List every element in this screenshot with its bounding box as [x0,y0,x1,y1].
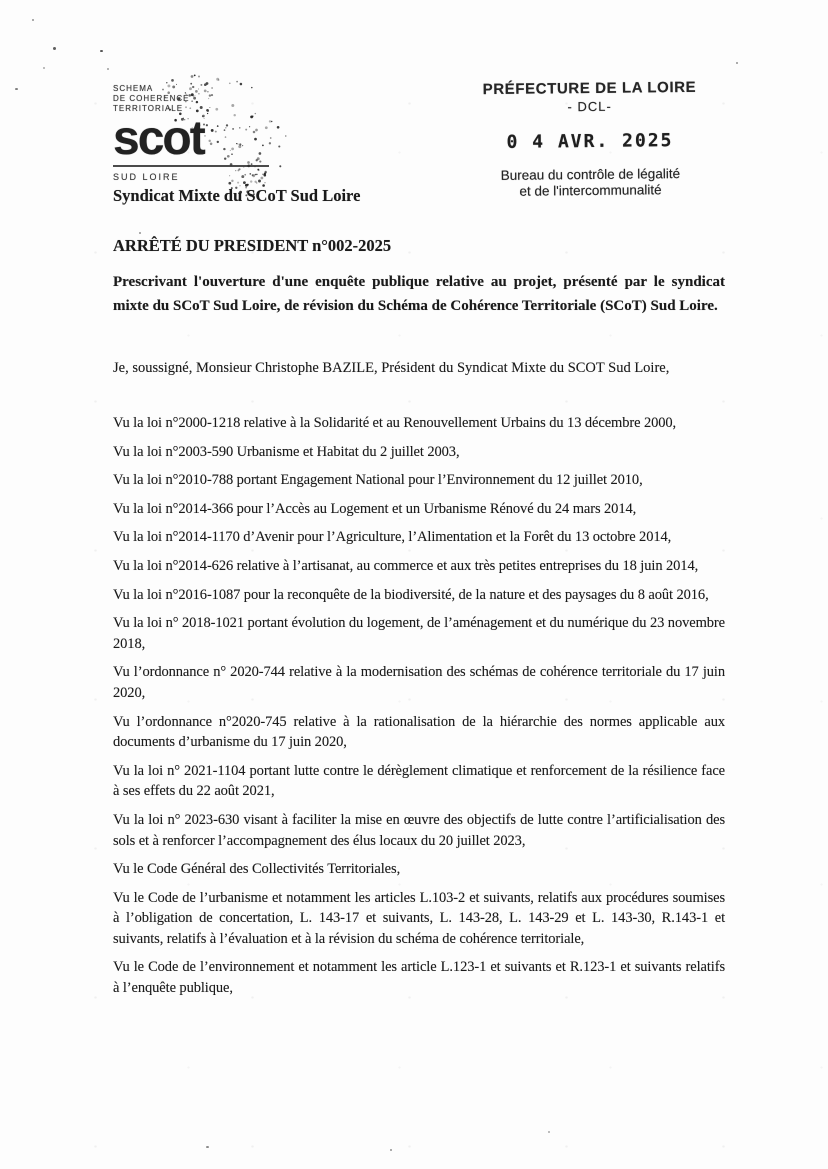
recital-paragraph: Vu la loi n°2010-788 portant Engagement National pour l’Environnement du 12 juillet 2010, [113,472,643,489]
scan-speck [206,1146,209,1148]
scan-speck [32,19,34,21]
recital-paragraph: Vu l’ordonnance n° 2020-744 relative à la modernisation des schémas de cohérence territoriale du 17 juin 2020, [113,664,725,701]
recital-paragraph: Vu la loi n°2014-626 relative à l’artisanat, au commerce et aux très petites entreprises du 18 juin 2014, [113,557,699,574]
document-title: ARRÊTÉ DU PRESIDENT n°002-2025 [113,236,392,255]
scan-speck [548,1131,550,1133]
recital-paragraph: Vu la loi n° 2021-1104 portant lutte contre le dérèglement climatique et renforcement de la résilience face à ses effets du 22 août 2021, [113,762,725,800]
stamp-dcl-line: - DCL- [567,98,612,115]
logo-wordmark: scot [113,112,204,165]
recital-paragraph: Vu la loi n°2016-1087 pour la reconquête de la biodiversité, de la nature et des paysages du 8 août 2016, [113,586,709,603]
stamp-date: 0 4 AVR. 2025 [506,130,674,153]
scan-speck [107,68,109,70]
recital-paragraph: Vu la loi n°2014-366 pour l’Accès au Logement et un Urbanisme Rénové du 24 mars 2014, [113,500,637,517]
logo-rule [113,165,269,167]
recital-paragraph: Vu le Code de l’environnement et notamment les article L.123-1 et suivants et R.123-1 et suivants relatifs à l’enquête publique, [113,959,725,997]
scan-speck [736,62,738,64]
stamp-bureau-line: Bureau du contrôle de légalité et de l'intercommunalité [500,166,681,199]
document-body [113,236,725,1007]
scan-speck [139,232,141,234]
scan-speck [43,67,45,69]
recital-paragraph: Vu le Code de l’urbanisme et notamment les articles L.103-2 et suivants, relatifs aux procédures soumises à l’obligation de concertation, L. 143-17 et suivants, L. 143-28, L. 143-29 et L. 143-30, R.143-1 et suivants, relatifs à l’évaluation et à la révision du schéma de cohérence territoriale, [113,889,725,947]
document-subject: Prescrivant l'ouverture d'une enquête publique relative au projet, présenté par le syndicat mixte du SCoT Sud Loire, de révision du Schéma de Cohérence Territoriale (SCoT) Sud Loire. [113,274,725,314]
scan-speck [100,50,103,52]
scot-logo [113,84,283,182]
recital-paragraph: Vu la loi n° 2023-630 visant à faciliter la mise en œuvre des objectifs de lutte contre l’artificialisation des sols et à renforcer l’accompagnement des élus locaux du 20 juillet 2023, [113,811,725,849]
prefecture-stamp [449,79,730,201]
stamp-prefecture-line: PRÉFECTURE DE LA LOIRE [482,78,697,99]
recital-paragraph: Vu le Code Général des Collectivités Territoriales, [113,861,401,878]
recital-paragraph: Vu la loi n°2000-1218 relative à la Solidarité et au Renouvellement Urbains du 13 décembre 2000, [113,415,677,431]
recital-paragraph: Vu la loi n°2003-590 Urbanisme et Habitat du 2 juillet 2003, [113,443,460,460]
logo-subtitle: SUD LOIRE [113,172,180,182]
scan-speck [15,88,18,90]
recital-paragraph: Vu la loi n°2014-1170 d’Avenir pour l’Agriculture, l’Alimentation et la Forêt du 13 octobre 2014, [113,529,672,546]
sender-name: Syndicat Mixte du SCoT Sud Loire [113,186,361,205]
recitals-list [113,413,725,999]
recital-paragraph: Vu la loi n° 2018-1021 portant évolution du logement, de l’aménagement et du numérique du 23 novembre 2018, [113,615,725,652]
logo-tagline: SCHEMA DE COHERENCE TERRITORIALE [113,84,190,113]
scan-speck [53,47,56,50]
document-intro: Je, soussigné, Monsieur Christophe BAZILE, Président du Syndicat Mixte du SCOT Sud Loire, [113,360,670,376]
recital-paragraph: Vu l’ordonnance n°2020-745 relative à la rationalisation de la hiérarchie des normes applicable aux documents d’urbanisme du 17 juin 2020, [113,713,725,751]
scan-speck [390,1149,392,1151]
